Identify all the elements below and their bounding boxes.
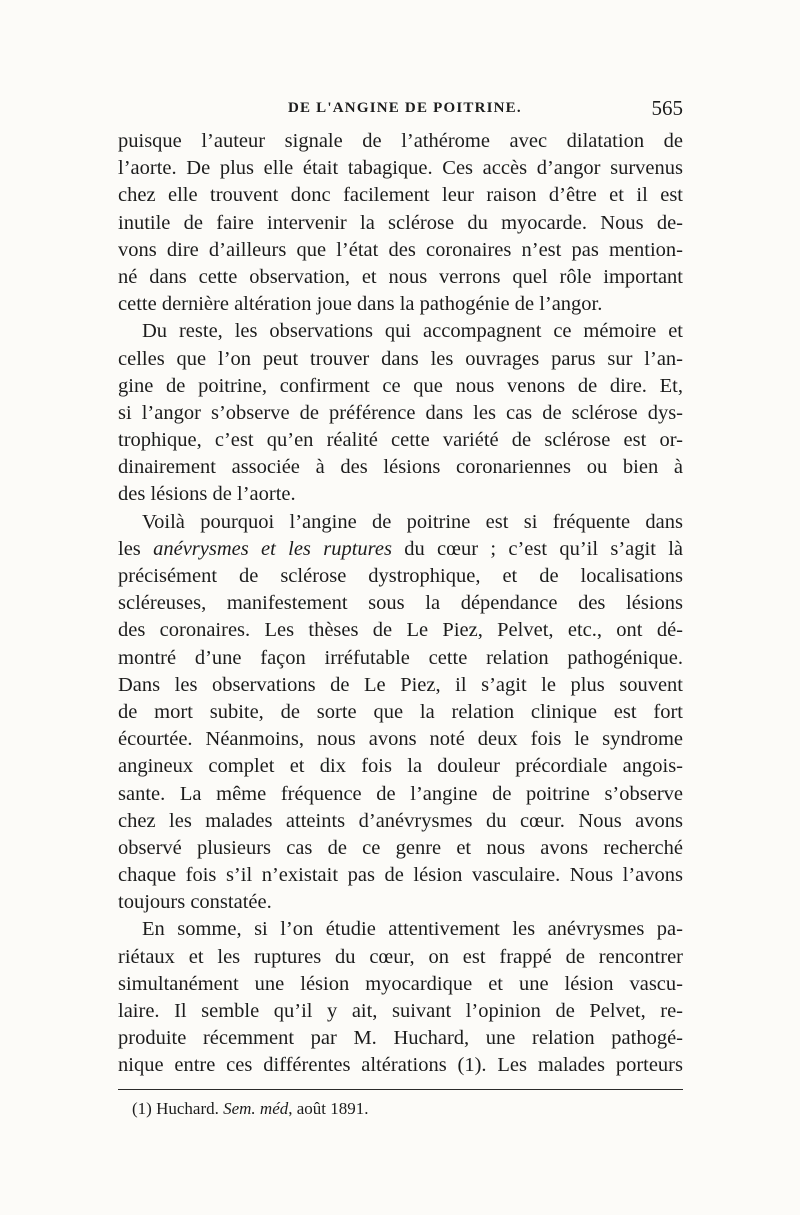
text-line: montré d’une façon irréfutable cette relation pathogénique. <box>118 646 683 669</box>
italic-phrase: anévrysmes et les ruptures <box>153 537 392 560</box>
text-line: En somme, si l’on étudie attentivement les anévrysmes pa- <box>142 918 683 941</box>
text-line: trophique, c’est qu’en réalité cette variété de sclérose est or- <box>118 429 683 452</box>
text-line: dinairement associée à des lésions coronariennes ou bien à <box>118 456 683 479</box>
text-line: gine de poitrine, confirment ce que nous venons de dire. Et, <box>118 374 683 397</box>
footnote-date: , août 1891. <box>288 1099 369 1118</box>
running-head <box>118 96 683 124</box>
text-line: Du reste, les observations qui accompagnent ce mémoire et <box>142 320 683 343</box>
text-line: riétaux et les ruptures du cœur, on est frappé de rencontrer <box>118 945 683 968</box>
text-line: inutile de faire intervenir la sclérose du myocarde. Nous de- <box>118 211 683 234</box>
text-line: né dans cette observation, et nous verrons quel rôle important <box>118 265 683 288</box>
text-line: sante. La même fréquence de l’angine de poitrine s’observe <box>118 782 683 805</box>
text-line: cette dernière altération joue dans la pathogénie de l’angor. <box>118 293 603 316</box>
footnote-marker: (1) Huchard. <box>132 1099 219 1118</box>
body-text <box>118 128 683 1080</box>
text-line: de mort subite, de sorte que la relation clinique est fort <box>118 700 683 723</box>
footnote-rule <box>118 1089 683 1090</box>
text-line: toujours constatée. <box>118 891 272 914</box>
text-fragment: les <box>118 537 141 560</box>
text-fragment: du cœur ; c’est qu’il s’agit là <box>404 537 683 560</box>
text-line: si l’angor s’observe de préférence dans les cas de sclérose dys- <box>118 401 683 424</box>
text-line: celles que l’on peut trouver dans les ouvrages parus sur l’an- <box>118 347 683 370</box>
footnote-journal: Sem. méd <box>223 1099 289 1118</box>
footnote <box>132 1099 369 1119</box>
text-line: vons dire d’ailleurs que l’état des coronaires n’est pas mention- <box>118 238 683 261</box>
text-line <box>118 536 683 563</box>
text-line: précisément de sclérose dystrophique, et de localisations <box>118 565 683 587</box>
text-line: chaque fois s’il n’existait pas de lésion vasculaire. Nous l’avons <box>118 864 683 887</box>
text-line: écourtée. Néanmoins, nous avons noté deux fois le syndrome <box>118 728 683 751</box>
text-line: observé plusieurs cas de ce genre et nous avons recherché <box>118 836 683 859</box>
text-line: nique entre ces différentes altérations (1). Les malades porteurs <box>118 1054 683 1077</box>
text-line: produite récemment par M. Huchard, une relation pathogé- <box>118 1027 683 1050</box>
text-line: puisque l’auteur signale de l’athérome avec dilatation de <box>118 130 683 152</box>
text-line: chez les malades atteints d’anévrysmes du cœur. Nous avons <box>118 809 683 832</box>
text-line: simultanément une lésion myocardique et une lésion vascu- <box>118 972 683 995</box>
text-line: chez elle trouvent donc facilement leur raison d’être et il est <box>118 184 683 207</box>
text-line: Dans les observations de Le Piez, il s’agit le plus souvent <box>118 673 683 696</box>
text-line: des lésions de l’aorte. <box>118 483 296 506</box>
running-title: DE L'ANGINE DE POITRINE. <box>288 100 522 116</box>
text-line: scléreuses, manifestement sous la dépendance des lésions <box>118 592 683 615</box>
text-line: angineux complet et dix fois la douleur précordiale angois- <box>118 755 683 778</box>
text-line: laire. Il semble qu’il y ait, suivant l’opinion de Pelvet, re- <box>118 1000 683 1022</box>
text-line: l’aorte. De plus elle était tabagique. Ces accès d’angor survenus <box>118 157 683 180</box>
page-number: 565 <box>651 96 683 120</box>
text-line: des coronaires. Les thèses de Le Piez, Pelvet, etc., ont dé- <box>118 619 683 642</box>
text-line: Voilà pourquoi l’angine de poitrine est si fréquente dans <box>142 510 683 533</box>
